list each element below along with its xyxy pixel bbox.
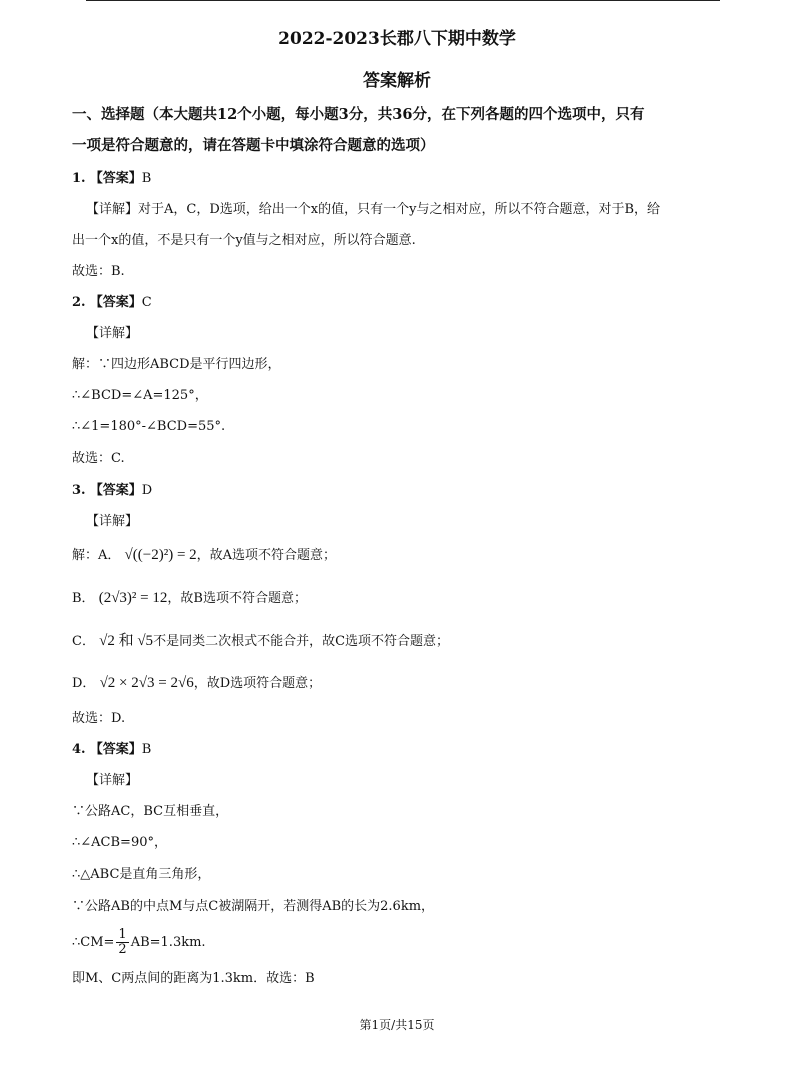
q2-choose: 故选：C. [72,451,125,466]
q4-answer-value: B [141,742,152,757]
q2-line3: ∴∠1=180°-∠BCD=55°. [72,419,226,434]
q1-answer [72,170,151,188]
q3-choose: 故选：D. [72,711,126,726]
q3-detail-tag: 【详解】 [86,514,139,529]
q4-detail-tag: 【详解】 [86,773,139,788]
q3-c-suffix: 不是同类二次根式不能合并，故C选项不符合题意； [153,634,450,649]
fraction-half [116,928,128,957]
answer-tag: 【答案】 [89,295,142,310]
answer-tag: 【答案】 [89,171,142,186]
q1-choose: 故选：B. [72,264,125,279]
document-subtitle: 答案解析 [363,71,431,91]
q4-line1: ∵公路AC，BC互相垂直， [72,804,229,819]
fraction-numerator: 1 [118,927,127,942]
q3-a-suffix: ，故A选项不符合题意； [196,548,337,563]
header-rule [86,0,720,1]
document-title: 2022-2023长郡八下期中数学 [278,29,516,49]
q1-number: 1. [72,171,86,186]
q1-detail-line1 [86,201,660,219]
section-heading: 一、选择题（本大题共12个小题，每小题3分，共36分，在下列各题的四个选项中，只有 [72,106,645,123]
q3-d-suffix: ，故D选项符合题意； [193,676,322,691]
page-footer: 第1页/共15页 [359,1018,435,1032]
q4-line6: 即M、C两点间的距离为1.3km．故选：B [72,971,315,986]
q4-line2: ∴∠ACB=90°， [72,835,167,850]
q4-line3: ∴△ABC是直角三角形， [72,867,211,882]
q1-detail-text1: 对于A，C，D选项，给出一个x的值，只有一个y与之相对应，所以不符合题意，对于B，给 [138,202,661,217]
detail-tag: 【详解】 [86,202,139,217]
q3-d-prefix: D． [72,676,96,691]
q3-d-expression: √2 × 2√3 = 2√6 [99,675,194,691]
q4-line5 [72,928,206,957]
q2-answer-value: C [141,295,152,310]
q3-answer [72,482,152,500]
q4-line5-suffix: AB=1.3km. [130,935,206,950]
q3-b-suffix: ，故B选项不符合题意； [167,591,307,606]
answer-tag: 【答案】 [89,483,142,498]
q3-b-prefix: B． [72,591,95,606]
q3-number: 3. [72,483,86,498]
section-heading-cont: 一项是符合题意的，请在答题卡中填涂符合题意的选项） [72,137,435,154]
q3-option-b [72,589,307,608]
q2-line2: ∴∠BCD=∠A=125°， [72,388,208,403]
q1-detail-line2: 出一个x的值，不是只有一个y值与之相对应，所以符合题意. [72,233,416,248]
q4-line4: ∵公路AB的中点M与点C被湖隔开，若测得AB的长为2.6km， [72,899,435,914]
q2-detail-tag: 【详解】 [86,326,139,341]
q3-c-expression: √2 和 √5 [99,633,154,649]
q2-line1: 解：∵四边形ABCD是平行四边形， [72,357,281,372]
q3-a-prefix: 解：A． [72,548,121,563]
q4-line5-prefix: ∴CM= [72,935,115,950]
answer-tag: 【答案】 [89,742,142,757]
q3-option-a [72,546,336,565]
q2-number: 2. [72,295,86,310]
q2-answer [72,294,152,312]
q3-a-expression: √((−2)²) = 2 [124,547,197,563]
q3-answer-value: D [141,483,153,498]
q3-b-expression: (2√3)² = 12 [98,590,168,606]
q3-c-prefix: C． [72,634,95,649]
q4-answer [72,741,151,759]
q4-number: 4. [72,742,86,757]
q3-option-d [72,674,321,693]
fraction-denominator: 2 [118,942,127,957]
q1-answer-value: B [141,171,152,186]
q3-option-c [72,632,449,651]
